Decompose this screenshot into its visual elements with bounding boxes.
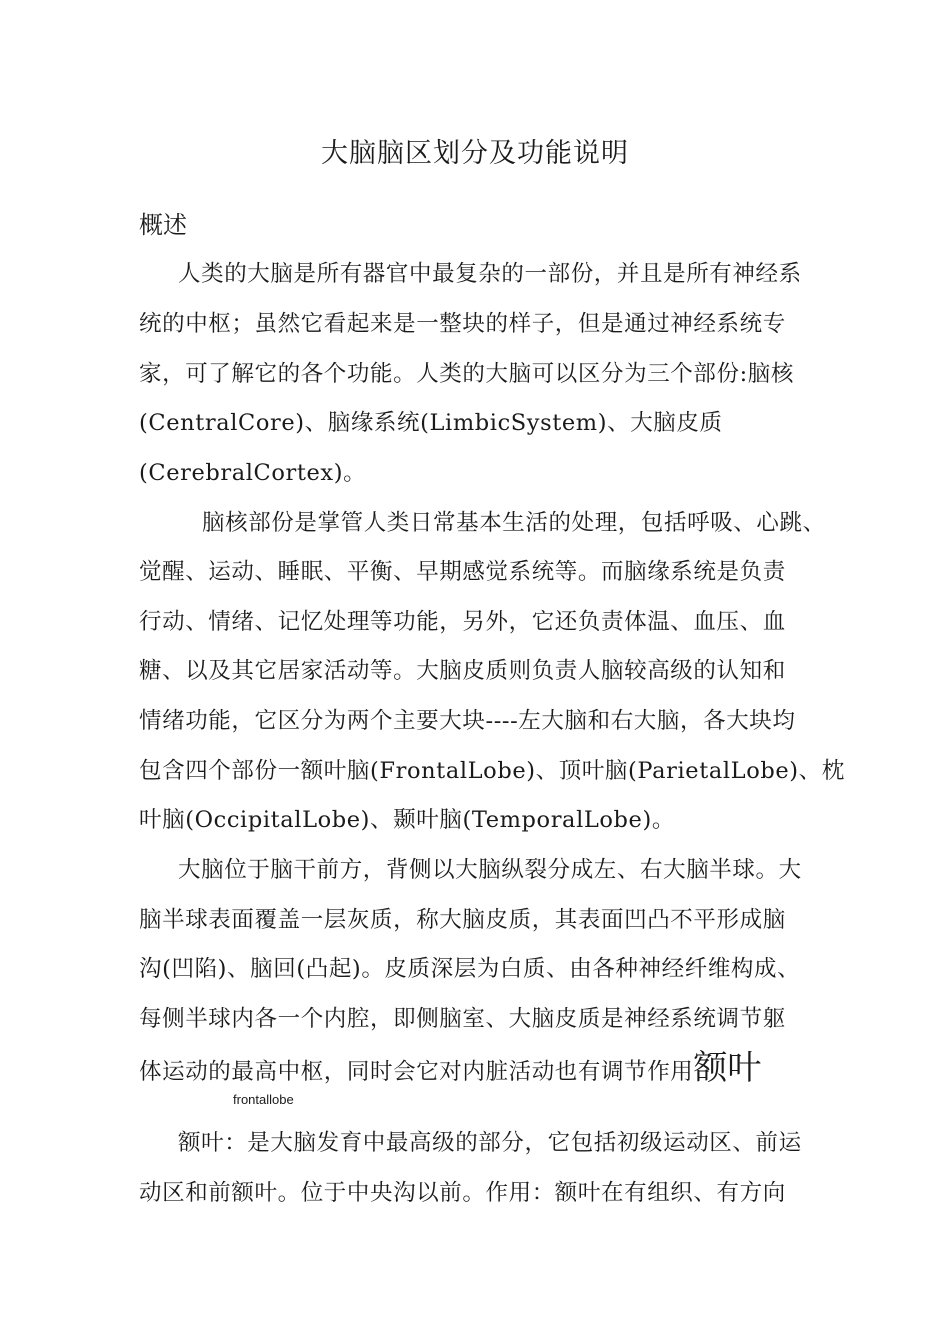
paragraph-line: 沟(凹陷)、脑回(凸起)。皮质深层为白质、由各种神经纤维构成、 xyxy=(139,956,801,982)
paragraph-line: 统的中枢；虽然它看起来是一整块的样子，但是通过神经系统专 xyxy=(139,311,786,337)
term-caption: frontallobe xyxy=(233,1092,294,1107)
paragraph-line xyxy=(139,1048,762,1089)
paragraph-line: 大脑位于脑干前方，背侧以大脑纵裂分成左、右大脑半球。大 xyxy=(178,857,802,883)
paragraph-line: 包含四个部份一额叶脑(FrontalLobe)、顶叶脑(ParietalLobe)、枕 xyxy=(139,758,845,784)
paragraph-line: 人类的大脑是所有器官中最复杂的一部份，并且是所有神经系 xyxy=(178,261,802,287)
paragraph-line: 糖、以及其它居家活动等。大脑皮质则负责人脑较高级的认知和 xyxy=(139,658,786,684)
paragraph-line: (CentralCore)、脑缘系统(LimbicSystem)、大脑皮质 xyxy=(139,410,723,436)
paragraph-line: 行动、情绪、记忆处理等功能，另外，它还负责体温、血压、血 xyxy=(139,609,786,635)
paragraph-line: 动区和前额叶。位于中央沟以前。作用：额叶在有组织、有方向 xyxy=(139,1180,786,1206)
paragraph-line: 叶脑(OccipitalLobe)、颞叶脑(TemporalLobe)。 xyxy=(139,807,675,833)
paragraph-line-text: 体运动的最高中枢，同时会它对内脏活动也有调节作用 xyxy=(139,1059,694,1085)
paragraph-line: 情绪功能，它区分为两个主要大块----左大脑和右大脑，各大块均 xyxy=(139,708,796,734)
paragraph-line: 脑半球表面覆盖一层灰质，称大脑皮质，其表面凹凸不平形成脑 xyxy=(139,907,786,933)
paragraph-line: (CerebralCortex)。 xyxy=(139,460,367,486)
paragraph-line: 脑核部份是掌管人类日常基本生活的处理，包括呼吸、心跳、 xyxy=(202,510,826,536)
large-term-label: 额叶 xyxy=(693,1048,762,1088)
section-heading-overview: 概述 xyxy=(139,211,187,239)
paragraph-line: 额叶：是大脑发育中最高级的部分，它包括初级运动区、前运 xyxy=(178,1130,802,1156)
paragraph-line: 每侧半球内各一个内腔，即侧脑室、大脑皮质是神经系统调节躯 xyxy=(139,1006,786,1032)
paragraph-line: 觉醒、运动、睡眠、平衡、早期感觉系统等。而脑缘系统是负责 xyxy=(139,559,786,585)
paragraph-line: 家，可了解它的各个功能。人类的大脑可以区分为三个部份:脑核 xyxy=(139,361,794,387)
document-title: 大脑脑区划分及功能说明 xyxy=(321,138,629,169)
